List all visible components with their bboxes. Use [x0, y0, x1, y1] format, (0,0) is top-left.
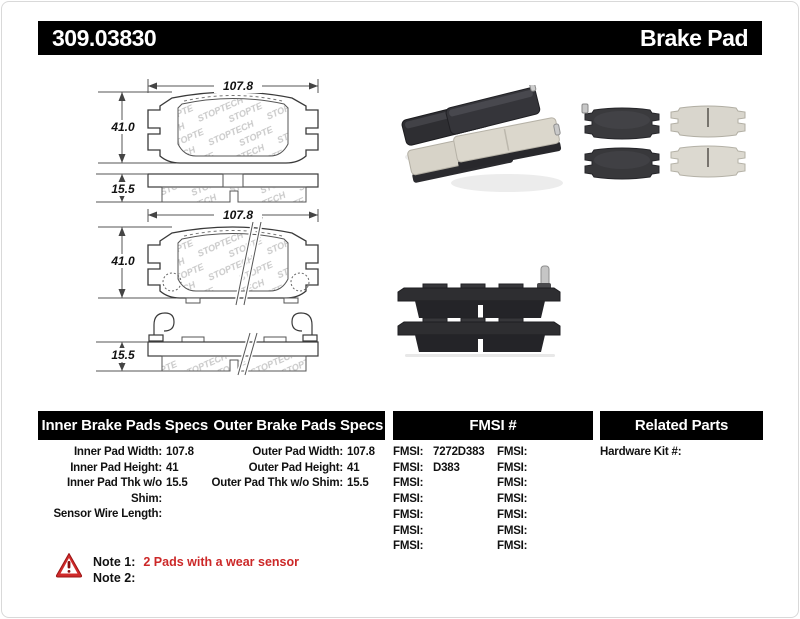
arrowhead	[148, 212, 157, 219]
outer-specs-title: Outer Brake Pads Specs	[213, 417, 384, 434]
fmsi-column-1	[393, 445, 495, 555]
arrowhead	[119, 174, 126, 182]
note-2-label: Note 2:	[93, 571, 136, 585]
fmsi-row: FMSI: D383	[393, 461, 460, 474]
bottom-tab	[186, 298, 200, 303]
spec-row: Inner Pad Width: 107.8	[73, 446, 194, 458]
side-view-friction	[162, 187, 306, 202]
fmsi-row: FMSI:	[497, 540, 528, 553]
arrowhead	[309, 83, 318, 90]
side-view-center-clip	[223, 174, 243, 187]
fmsi-row: FMSI:	[497, 508, 528, 521]
arrowhead	[148, 83, 157, 90]
related-parts-header-bar	[600, 411, 763, 440]
inner-width-label: 107.8	[214, 79, 262, 93]
fmsi-row: FMSI:	[393, 477, 424, 490]
warning-icon	[55, 552, 83, 578]
wear-sensor-clip	[582, 104, 588, 113]
outer-width-label: 107.8	[214, 208, 262, 222]
part-number: 309.03830	[52, 24, 157, 51]
plate-bump	[182, 337, 204, 342]
spec-row: Sensor Wire Length:	[53, 508, 162, 520]
shadow	[405, 354, 555, 357]
related-row: Hardware Kit #:	[600, 446, 682, 458]
edge-pad	[398, 318, 560, 352]
fmsi-row: FMSI:	[393, 508, 424, 521]
dark-pad-back	[582, 104, 659, 139]
note-1-text: 2 Pads with a wear sensor	[143, 555, 299, 569]
light-friction-pad	[671, 146, 745, 177]
shadow	[451, 174, 563, 192]
pad-set-flat-photo	[578, 98, 750, 188]
light-friction-pad	[671, 106, 745, 137]
spec-row: Outer Pad Width: 107.8	[252, 446, 375, 458]
note-2	[93, 571, 143, 586]
fmsi-row: FMSI:	[393, 493, 424, 506]
fmsi-row: FMSI:	[497, 493, 528, 506]
fmsi-row: FMSI:	[497, 461, 528, 474]
fmsi-row: FMSI:	[497, 446, 528, 458]
fmsi-row: FMSI: 7272D383	[393, 446, 485, 458]
inner-specs-table	[38, 445, 214, 523]
friction-material-outline	[178, 234, 288, 292]
outer-thickness-label: 15.5	[104, 348, 142, 362]
related-parts-title: Related Parts	[634, 417, 729, 434]
fmsi-row: FMSI:	[393, 540, 424, 553]
fmsi-header-bar	[393, 411, 593, 440]
outer-pad-technical-drawing	[36, 205, 386, 377]
arrowhead	[119, 154, 126, 163]
friction-material-outline	[178, 99, 288, 157]
arrowhead	[119, 227, 126, 236]
pad-edge-view-photo	[395, 258, 567, 358]
right-spring-clip	[292, 313, 317, 341]
pad-set-angled-photo	[395, 85, 567, 197]
spec-row: Outer Pad Thk w/o Shim: 15.5	[211, 477, 369, 489]
spec-row: Inner Pad Height: 41	[70, 461, 179, 474]
inner-specs-title: Inner Brake Pads Specs	[41, 417, 209, 434]
header-bar	[38, 21, 762, 55]
product-name: Brake Pad	[639, 24, 748, 51]
fmsi-title: FMSI #	[469, 417, 517, 434]
note-1-label: Note 1:	[93, 555, 136, 569]
arrowhead	[119, 289, 126, 298]
arrowhead	[119, 92, 126, 101]
side-view-friction	[162, 356, 306, 371]
fmsi-row: FMSI:	[497, 477, 528, 490]
inner-thickness-label: 15.5	[104, 182, 142, 196]
fmsi-row: FMSI:	[497, 524, 528, 537]
arrowhead	[119, 363, 126, 371]
dark-pad-back	[585, 148, 659, 179]
edge-pad	[398, 284, 560, 318]
specs-header-bar	[38, 411, 385, 440]
outer-height-label: 41.0	[104, 254, 142, 268]
inner-height-label: 41.0	[104, 120, 142, 134]
side-view-backing-plate	[148, 342, 318, 356]
spec-row: Outer Pad Height: 41	[248, 461, 360, 474]
plate-bump	[264, 337, 286, 342]
outer-specs-table	[210, 445, 388, 492]
fmsi-column-2	[497, 445, 593, 555]
spec-row: Inner Pad Thk w/o Shim: 15.5	[66, 477, 188, 505]
bottom-tab	[284, 298, 298, 303]
related-parts-table	[600, 445, 763, 461]
arrowhead	[309, 212, 318, 219]
fmsi-row: FMSI:	[393, 524, 424, 537]
inner-pad-technical-drawing	[36, 70, 386, 210]
left-spring-clip	[149, 313, 174, 341]
note-1	[93, 555, 299, 570]
